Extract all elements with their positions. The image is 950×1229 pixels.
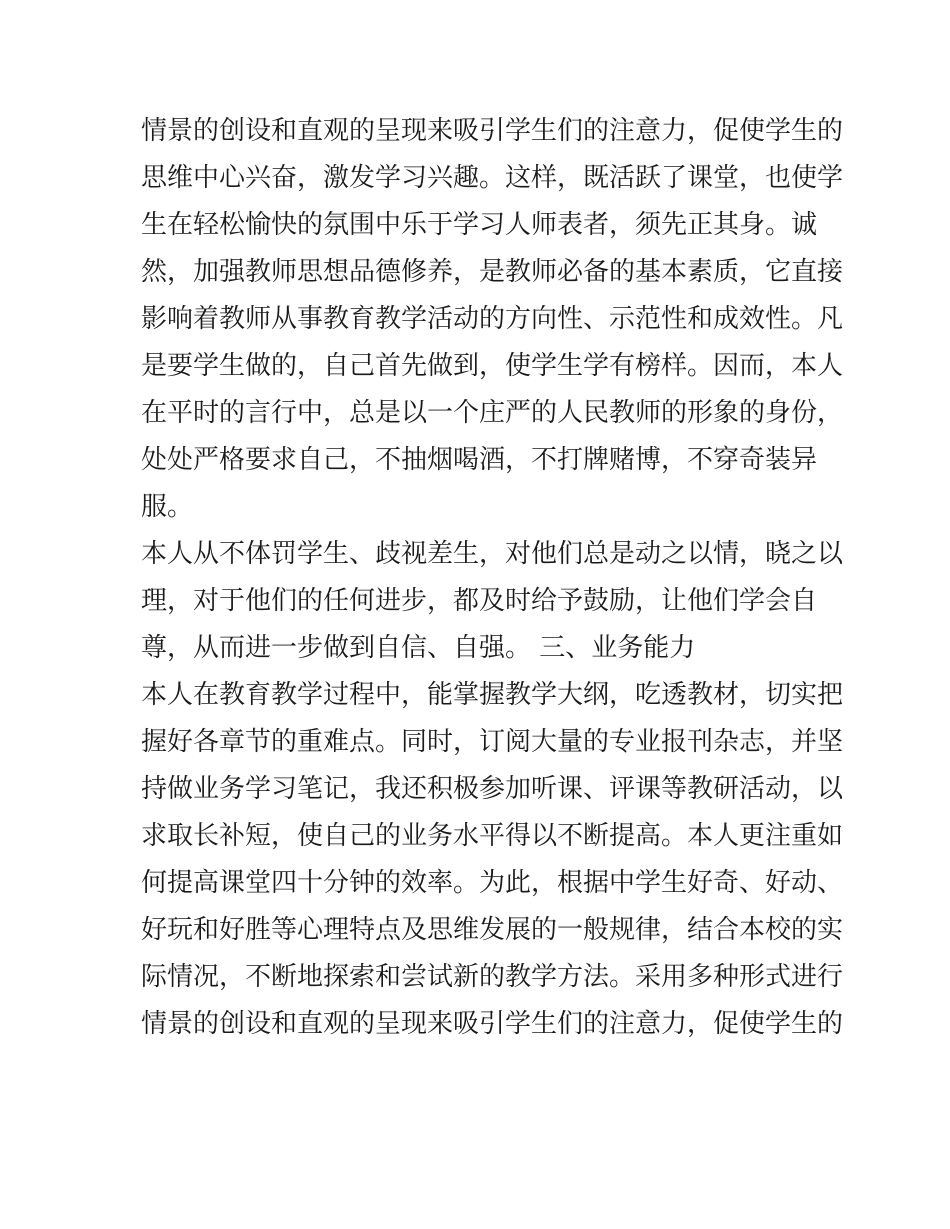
text-line: 求取长补短，使自己的业务水平得以不断提高。本人更注重如	[141, 821, 844, 851]
text-line: 思维中心兴奋，激发学习兴趣。这样，既活跃了课堂，也使学	[141, 163, 844, 193]
text-line: 然，加强教师思想品德修养，是教师必备的基本素质，它直接	[141, 257, 844, 287]
text-line: 际情况，不断地探索和尝试新的教学方法。采用多种形式进行	[141, 962, 844, 992]
text-line: 是要学生做的，自己首先做到，使学生学有榜样。因而，本人	[141, 351, 844, 381]
text-line: 服。	[141, 492, 194, 522]
text-line: 处处严格要求自己，不抽烟喝酒，不打牌赌博，不穿奇装异	[141, 445, 818, 475]
text-line: 何提高课堂四十分钟的效率。为此，根据中学生好奇、好动、	[141, 868, 844, 898]
text-line: 情景的创设和直观的呈现来吸引学生们的注意力，促使学生的	[141, 116, 844, 146]
text-line: 尊，从而进一步做到自信、自强。 三、业务能力	[141, 633, 696, 663]
text-line: 持做业务学习笔记，我还积极参加听课、评课等教研活动，以	[141, 774, 844, 804]
text-line: 影响着教师从事教育教学活动的方向性、示范性和成效性。凡	[141, 304, 844, 334]
text-line: 情景的创设和直观的呈现来吸引学生们的注意力，促使学生的	[141, 1009, 844, 1039]
body-text	[141, 108, 844, 1048]
text-line: 握好各章节的重难点。同时，订阅大量的专业报刊杂志，并坚	[141, 727, 844, 757]
text-line: 本人从不体罚学生、歧视差生，对他们总是动之以情，晓之以	[141, 539, 844, 569]
text-line: 在平时的言行中，总是以一个庄严的人民教师的形象的身份，	[141, 398, 844, 428]
text-line: 好玩和好胜等心理特点及思维发展的一般规律，结合本校的实	[141, 915, 844, 945]
text-line: 本人在教育教学过程中，能掌握教学大纲，吃透教材，切实把	[141, 680, 844, 710]
text-line: 理，对于他们的任何进步，都及时给予鼓励，让他们学会自	[141, 586, 818, 616]
text-line: 生在轻松愉快的氛围中乐于学习人师表者，须先正其身。诚	[141, 210, 818, 240]
